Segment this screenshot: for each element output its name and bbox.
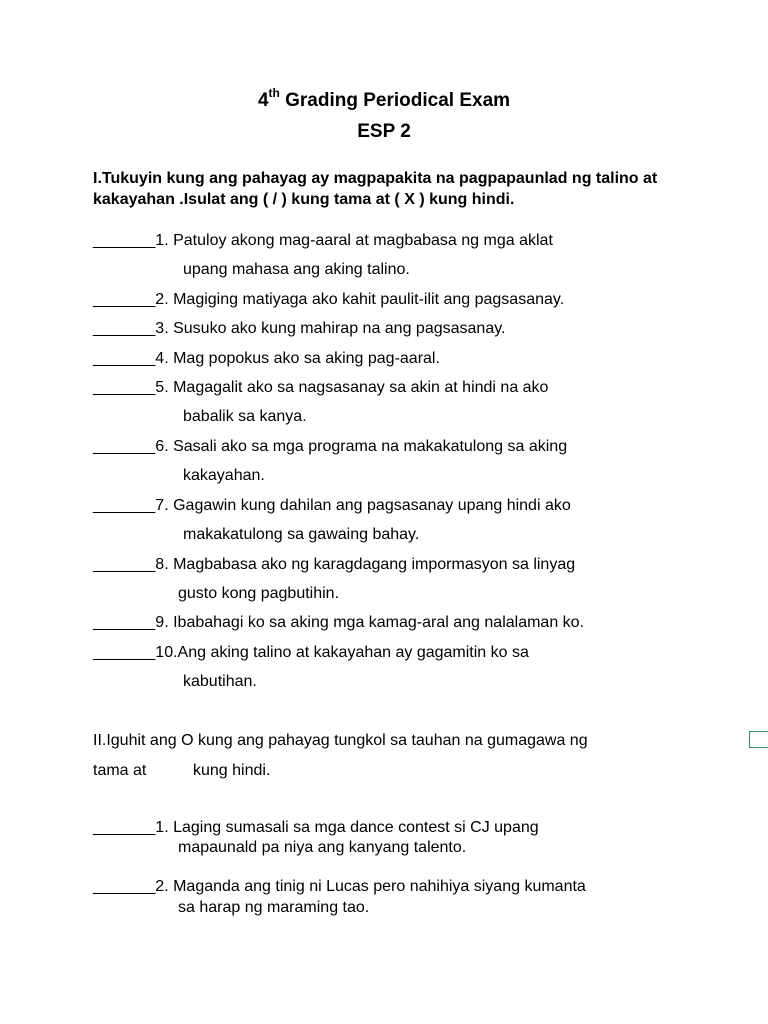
section1-item-1: [93, 231, 553, 251]
section1-instructions: I.Tukuyin kung ang pahayag ay magpapakita na pagpapaunlad ng talino at kakayahan .Isulat ang ( / ) kung tama at ( X ) kung hindi.: [93, 170, 658, 208]
section1-item-10-continued: kabutihan.: [183, 673, 257, 690]
item-text: Sasali ako sa mga programa na makakatulong sa aking: [173, 438, 568, 455]
item-number: 2.: [155, 878, 169, 895]
answer-blank: _______: [93, 819, 156, 836]
section2-item-1: [93, 818, 539, 838]
item-text: Maganda ang tinig ni Lucas pero nahihiya siyang kumanta: [173, 878, 586, 895]
section2-item-2-continued: sa harap ng maraming tao.: [178, 899, 370, 916]
section1-item-2: [93, 290, 564, 310]
section2-instructions-hindi: kung hindi.: [193, 762, 271, 779]
item-number: 9.: [155, 614, 169, 631]
title-number: 4: [257, 90, 269, 111]
section1-item-8-continued: gusto kong pagbutihin.: [178, 585, 340, 602]
section2-instructions-tama: tama at: [93, 762, 147, 779]
item-text: Ibabahagi ko sa aking mga kamag-aral ang nalalaman ko.: [173, 614, 585, 631]
item-text: Laging sumasali sa mga dance contest si CJ upang: [173, 819, 539, 836]
answer-blank: _______: [93, 291, 156, 308]
answer-blank: _______: [93, 438, 156, 455]
exam-title: [0, 85, 768, 113]
section2-item-1-continued: mapaunald pa niya ang kanyang talento.: [178, 839, 467, 856]
answer-blank: _______: [93, 644, 156, 661]
section1-item-5-continued: babalik sa kanya.: [183, 408, 307, 425]
item-text: Ang aking talino at kakayahan ay gagamitin ko sa: [177, 644, 529, 661]
title-text: Grading Periodical Exam: [285, 90, 511, 111]
item-number: 10.: [155, 644, 178, 661]
answer-blank: _______: [93, 350, 156, 367]
item-number: 1.: [155, 819, 169, 836]
item-text: Gagawin kung dahilan ang pagsasanay upang hindi ako: [173, 497, 571, 514]
answer-blank: _______: [93, 614, 156, 631]
section1-item-4: [93, 349, 440, 369]
section2-instructions: II.Iguhit ang O kung ang pahayag tungkol sa tauhan na gumagawa ng: [93, 732, 588, 749]
section1-item-7-continued: makakatulong sa gawaing bahay.: [183, 526, 420, 543]
item-text: Magbabasa ako ng karagdagang impormasyon sa linyag: [173, 556, 576, 573]
item-number: 4.: [155, 350, 169, 367]
answer-blank: _______: [93, 497, 156, 514]
item-number: 7.: [155, 497, 169, 514]
answer-blank: _______: [93, 556, 156, 573]
section1-item-6-continued: kakayahan.: [183, 467, 265, 484]
answer-blank: _______: [93, 379, 156, 396]
item-number: 6.: [155, 438, 169, 455]
item-number: 2.: [155, 291, 169, 308]
title-suffix: th: [268, 85, 280, 100]
item-text: Magagalit ako sa nagsasanay sa akin at hindi na ako: [173, 379, 549, 396]
section1-item-6: [93, 437, 567, 457]
section1-item-10: [93, 643, 529, 663]
section1-item-9: [93, 613, 584, 633]
section1-item-8: [93, 555, 575, 575]
answer-blank: _______: [93, 878, 156, 895]
item-text: Magiging matiyaga ako kahit paulit-ilit ang pagsasanay.: [173, 291, 565, 308]
section1-item-5: [93, 378, 548, 398]
section1-item-1-continued: upang mahasa ang aking talino.: [183, 261, 410, 278]
section1-item-7: [93, 496, 571, 516]
item-number: 3.: [155, 320, 169, 337]
section2-item-2: [93, 877, 586, 897]
item-number: 8.: [155, 556, 169, 573]
answer-blank: _______: [93, 232, 156, 249]
section1-item-3: [93, 319, 505, 339]
exam-subject: ESP 2: [357, 121, 411, 142]
item-text: Mag popokus ako sa aking pag-aaral.: [173, 350, 440, 367]
answer-blank: _______: [93, 320, 156, 337]
item-text: Susuko ako kung mahirap na ang pagsasanay.: [173, 320, 506, 337]
item-number: 1.: [155, 232, 169, 249]
margin-marker-box: [749, 731, 768, 748]
item-number: 5.: [155, 379, 169, 396]
item-text: Patuloy akong mag-aaral at magbabasa ng mga aklat: [173, 232, 553, 249]
